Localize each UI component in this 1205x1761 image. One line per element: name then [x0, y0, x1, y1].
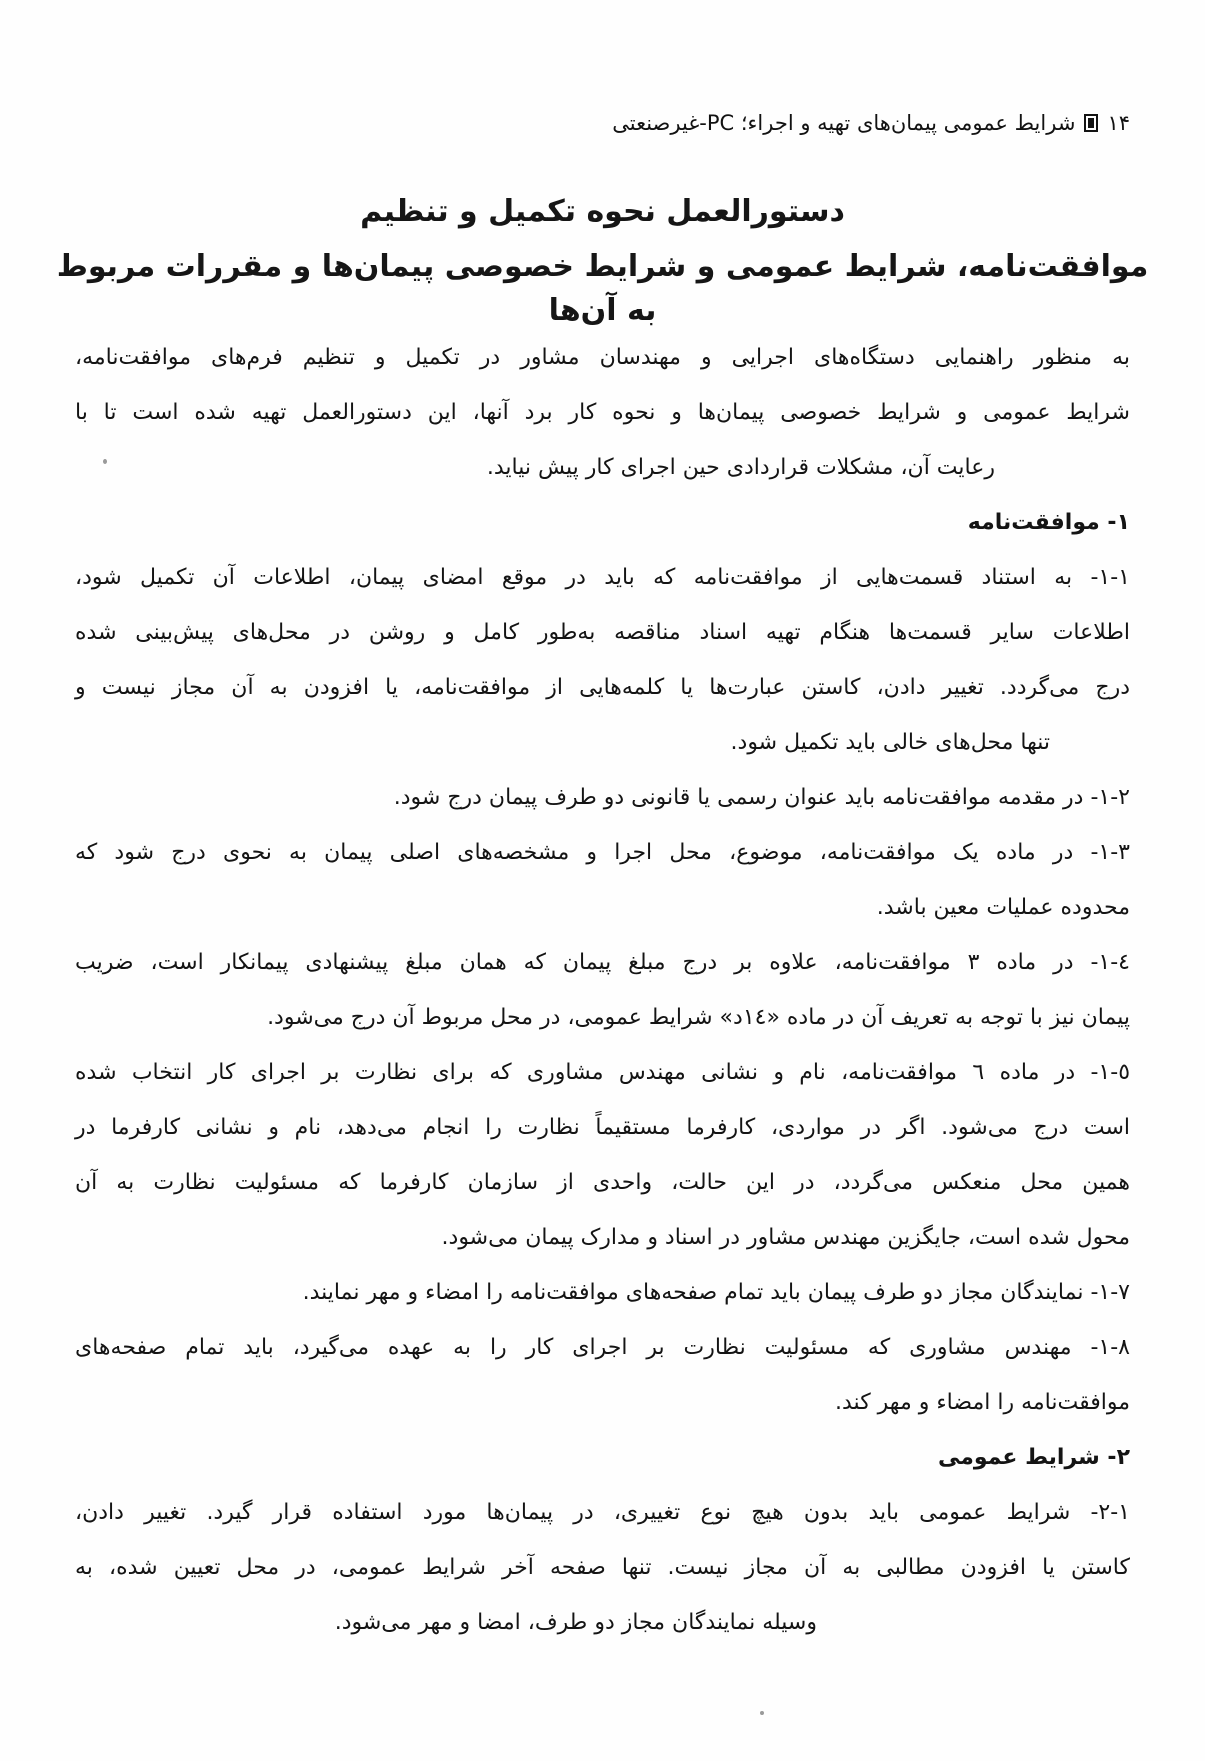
section-1-heading: ١- موافقت‌نامه	[967, 510, 1130, 535]
document-title-line-1: دستورالعمل نحوه تکمیل و تنظیم	[360, 194, 845, 229]
text-line: محول شده است، جایگزین مهندس مشاور در اسناد و مدارک پیمان می‌شود.	[441, 1225, 1130, 1250]
text-line: همین محل منعکس می‌گردد، در این حالت، واحدی از سازمان کارفرما که مسئولیت نظارت به آن	[75, 1170, 1130, 1195]
text-line: اطلاعات سایر قسمت‌ها هنگام تهیه اسناد مناقصه به‌طور کامل و روشن در محل‌های پیش‌بینی شده	[75, 620, 1130, 645]
text-line: تنها محل‌های خالی باید تکمیل شود.	[730, 730, 1050, 755]
text-line: پیمان نیز با توجه به تعریف آن در ماده «١٤د» شرایط عمومی، در محل مربوط آن درج می‌شود.	[267, 1005, 1130, 1030]
document-title-block	[45, 190, 1160, 333]
text-line: ٤-١- در ماده ٣ موافقت‌نامه، علاوه بر درج مبلغ پیمان که همان مبلغ پیشنهادی پیمانکار است، ضریب	[75, 950, 1130, 975]
section-marker-icon	[1084, 114, 1098, 132]
document-title-line-2: موافقت‌نامه، شرایط عمومی و شرایط خصوصی پیمان‌ها و مقررات مربوط به آن‌ها	[56, 249, 1149, 328]
text-line: کاستن یا افزودن مطالبی به آن مجاز نیست. تنها صفحه آخر شرایط عمومی، در محل تعیین شده، به	[75, 1555, 1130, 1580]
text-line: ٧-١- نمایندگان مجاز دو طرف پیمان باید تمام صفحه‌های موافقت‌نامه را امضاء و مهر نمایند.	[302, 1280, 1130, 1305]
text-line: ٣-١- در ماده یک موافقت‌نامه، موضوع، محل اجرا و مشخصه‌های اصلی پیمان به نحوی درج شود که	[75, 840, 1130, 865]
page-header	[75, 108, 1130, 138]
text-line: موافقت‌نامه را امضاء و مهر کند.	[835, 1390, 1130, 1415]
text-line: شرایط عمومی و شرایط خصوصی پیمان‌ها و نحوه کار برد آنها، این دستورالعمل تهیه شده است تا با	[75, 400, 1130, 425]
text-line: درج می‌گردد. تغییر دادن، کاستن عبارت‌ها یا کلمه‌هایی از موافقت‌نامه، یا افزودن به آن مجاز نیست و	[75, 675, 1130, 700]
text-line: ١-١- به استناد قسمت‌هایی از موافقت‌نامه که باید در موقع امضای پیمان، اطلاعات آن تکمیل شود،	[75, 565, 1130, 590]
running-book-title: شرایط عمومی پیمان‌های تهیه و اجراء؛ PC-غیرصنعتی	[612, 111, 1076, 135]
text-line: محدوده عملیات معین باشد.	[876, 895, 1130, 920]
section-2-heading: ٢- شرایط عمومی	[937, 1445, 1130, 1470]
section-marker-icon-fill	[1088, 118, 1094, 128]
page-number: ۱۴	[1107, 111, 1130, 135]
body-text	[75, 330, 1130, 1650]
text-line: به منظور راهنمایی دستگاه‌های اجرایی و مهندسان مشاور در تکمیل و تنظیم فرم‌های موافقت‌نامه،	[75, 345, 1130, 370]
text-line: ٢-١- در مقدمه موافقت‌نامه باید عنوان رسمی یا قانونی دو طرف پیمان درج شود.	[393, 785, 1130, 810]
scan-speck	[103, 459, 107, 464]
text-line: است درج می‌شود. اگر در مواردی، کارفرما مستقیماً نظارت را انجام می‌دهد، نام و نشانی کارفرما در	[75, 1115, 1130, 1140]
scan-speck	[760, 1711, 764, 1715]
text-line: ٨-١- مهندس مشاوری که مسئولیت نظارت بر اجرای کار را به عهده می‌گیرد، باید تمام صفحه‌های	[75, 1335, 1130, 1360]
text-line: ٥-١- در ماده ٦ موافقت‌نامه، نام و نشانی مهندس مشاوری که برای نظارت بر اجرای کار انتخاب شده	[75, 1060, 1131, 1085]
text-line: رعایت آن، مشکلات قراردادی حین اجرای کار پیش نیاید.	[486, 455, 995, 480]
text-line: وسیله نمایندگان مجاز دو طرف، امضا و مهر می‌شود.	[334, 1610, 817, 1635]
text-line: ١-٢- شرایط عمومی باید بدون هیچ نوع تغییری، در پیمان‌ها مورد استفاده قرار گیرد. تغییر دادن،	[75, 1500, 1130, 1525]
